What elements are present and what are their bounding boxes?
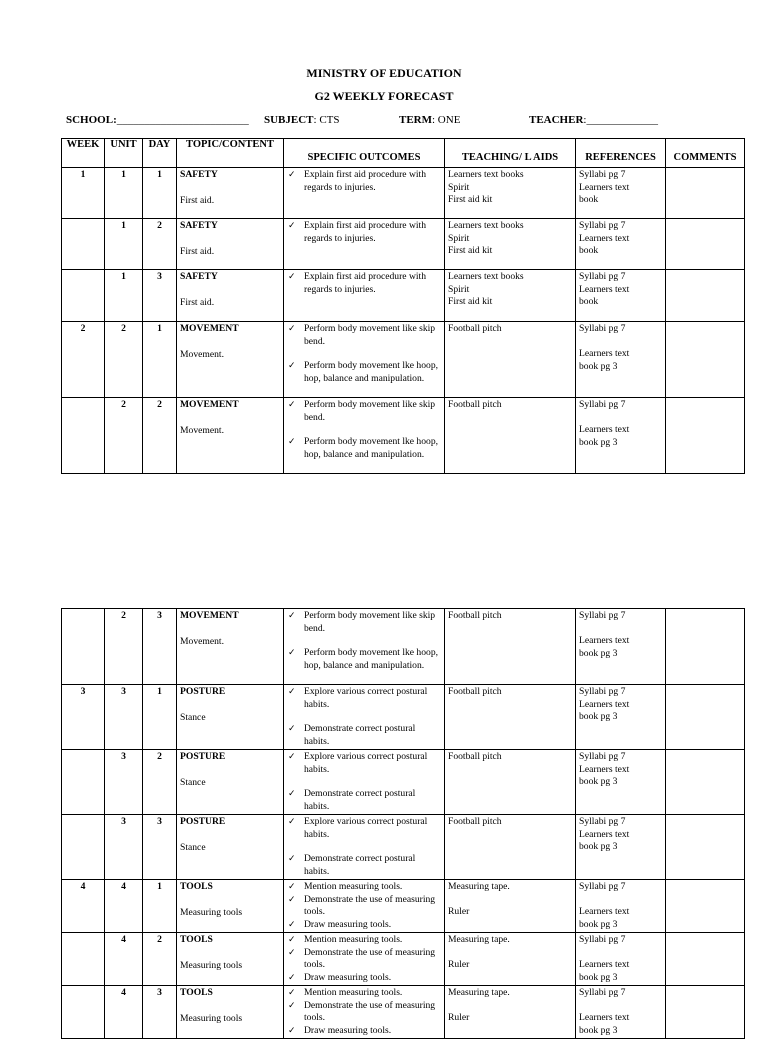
references-cell [576,815,666,880]
table-row [62,685,745,750]
subject-value: : CTS [313,114,340,126]
comments-cell [666,815,745,880]
aids-cell [445,398,576,474]
reference-line: book [579,245,599,256]
outcomes-cell [284,815,445,880]
table-header-row [62,139,745,168]
topic-cell [177,750,284,815]
references-cell [576,685,666,750]
aids-cell [445,609,576,685]
col-aids: TEACHING/ L AIDS [445,139,576,168]
col-topic: TOPIC/CONTENT [177,139,284,168]
table-row [62,270,745,322]
topic-cell [177,880,284,933]
table-row [62,219,745,270]
outcome-list [287,881,441,931]
aid-line: Football pitch [448,323,502,334]
topic-cell [177,933,284,986]
day-cell: 1 [143,168,177,219]
topic-subtitle: Movement. [180,348,224,360]
reference-line: Syllabi pg 7 [579,610,626,621]
teacher-blank: :_____________ [583,114,658,126]
reference-line: Learners text [579,232,630,244]
outcome-list [287,751,441,813]
outcome-item: ✓ Perform body movement like skip bend. [304,610,441,635]
comments-cell [666,270,745,322]
aids-cell [445,322,576,398]
unit-cell: 4 [105,880,143,933]
aid-line: Learners text books [448,220,524,231]
comments-cell [666,322,745,398]
day-cell: 2 [143,398,177,474]
outcome-list [287,271,441,296]
comments-cell [666,168,745,219]
references-cell [576,219,666,270]
aids-cell [445,685,576,750]
reference-line: Syllabi pg 7 [579,323,626,334]
aid-line: Football pitch [448,816,502,827]
day-cell: 1 [143,685,177,750]
term-value: : ONE [432,114,461,126]
outcomes-cell [284,270,445,322]
reference-line: Learners text [579,763,630,775]
reference-line: Learners text [579,348,630,359]
aids-cell [445,219,576,270]
outcome-list [287,816,441,878]
outcomes-cell [284,750,445,815]
topic-title: MOVEMENT [180,399,239,410]
forecast-table-2 [61,608,745,1039]
day-cell: 1 [143,322,177,398]
comments-cell [666,219,745,270]
topic-subtitle: Measuring tools [180,959,243,971]
reference-line: Syllabi pg 7 [579,751,626,762]
outcome-list [287,934,441,984]
outcome-list [287,399,441,461]
aid-line: First aid kit [448,194,493,205]
reference-line: Learners text [579,959,630,970]
reference-line: book pg 3 [579,360,618,372]
outcomes-cell [284,168,445,219]
topic-title: POSTURE [180,686,226,697]
table-row [62,933,745,986]
topic-cell [177,322,284,398]
outcomes-cell [284,933,445,986]
topic-subtitle: Measuring tools [180,1012,243,1024]
week-cell: 3 [62,685,105,750]
topic-cell [177,986,284,1039]
day-cell: 2 [143,750,177,815]
comments-cell [666,609,745,685]
aid-line: Football pitch [448,686,502,697]
outcomes-cell [284,986,445,1039]
outcome-item: ✓ Perform body movement lke hoop, hop, balance and manipulation. [304,647,441,672]
comments-cell [666,880,745,933]
outcome-list [287,610,441,672]
reference-line: Syllabi pg 7 [579,686,626,697]
outcomes-cell [284,880,445,933]
outcome-item: ✓ Perform body movement lke hoop, hop, balance and manipulation. [304,436,441,461]
aid-line: Learners text books [448,271,524,282]
reference-line: Learners text [579,906,630,917]
reference-line: Learners text [579,635,630,646]
outcome-item: ✓ Demonstrate correct postural habits. [304,788,441,813]
col-week: WEEK [62,139,105,168]
aid-line: Football pitch [448,751,502,762]
aid-line: Ruler [448,959,470,970]
outcome-list [287,987,441,1037]
week-cell [62,219,105,270]
outcome-item: ✓ Explore various correct postural habits. [304,751,441,776]
aids-cell [445,750,576,815]
aid-line: Spirit [448,283,470,295]
topic-cell [177,168,284,219]
week-cell: 2 [62,322,105,398]
term-field [399,114,460,126]
reference-line: Learners text [579,424,630,435]
references-cell [576,880,666,933]
aids-cell [445,880,576,933]
col-references: REFERENCES [576,139,666,168]
topic-cell [177,609,284,685]
aid-line: Football pitch [448,610,502,621]
unit-cell: 3 [105,750,143,815]
outcome-item: ✓ Demonstrate the use of measuring tools. [304,947,441,972]
week-cell: 1 [62,168,105,219]
day-cell: 2 [143,933,177,986]
references-cell [576,986,666,1039]
document-subtitle: G2 WEEKLY FORECAST [314,89,454,103]
topic-subtitle: Stance [180,776,206,788]
reference-line: book pg 3 [579,1024,618,1036]
unit-cell: 1 [105,168,143,219]
reference-line: Learners text [579,698,630,710]
outcomes-cell [284,219,445,270]
unit-cell: 3 [105,815,143,880]
teacher-field [529,114,658,126]
comments-cell [666,398,745,474]
topic-cell [177,398,284,474]
outcome-item: ✓ Demonstrate correct postural habits. [304,723,441,748]
reference-line: Learners text [579,283,630,295]
outcome-item: ✓ Mention measuring tools. [304,934,441,947]
aids-cell [445,986,576,1039]
table-body-2 [62,609,745,1039]
topic-subtitle: First aid. [180,245,215,257]
outcomes-cell [284,609,445,685]
topic-subtitle: Stance [180,711,206,723]
week-cell [62,750,105,815]
reference-line: Syllabi pg 7 [579,816,626,827]
unit-cell: 2 [105,398,143,474]
aid-line: Learners text books [448,169,524,180]
comments-cell [666,750,745,815]
table-row [62,398,745,474]
col-day: DAY [143,139,177,168]
term-label: TERM [399,114,432,126]
aid-line: Ruler [448,906,470,917]
aid-line: First aid kit [448,296,493,307]
week-cell [62,986,105,1039]
aids-cell [445,933,576,986]
outcome-list [287,323,441,385]
comments-cell [666,685,745,750]
reference-line: Learners text [579,1012,630,1023]
comments-cell [666,933,745,986]
topic-title: MOVEMENT [180,610,239,621]
unit-cell: 2 [105,322,143,398]
reference-line: book pg 3 [579,711,618,722]
table-row [62,168,745,219]
topic-subtitle: Measuring tools [180,906,243,918]
references-cell [576,933,666,986]
table-row [62,986,745,1039]
reference-line: Syllabi pg 7 [579,934,626,945]
topic-subtitle: Movement. [180,424,224,436]
col-outcomes: SPECIFIC OUTCOMES [284,139,445,168]
outcome-item: ✓ Perform body movement like skip bend. [304,323,441,348]
col-comments: COMMENTS [666,139,745,168]
outcome-item: ✓ Draw measuring tools. [304,1025,441,1038]
topic-title: POSTURE [180,751,226,762]
outcome-item: ✓ Explore various correct postural habits. [304,816,441,841]
topic-title: MOVEMENT [180,323,239,334]
week-cell [62,815,105,880]
topic-subtitle: First aid. [180,296,215,308]
aid-line: Football pitch [448,399,502,410]
outcome-item: ✓ Demonstrate the use of measuring tools. [304,894,441,919]
aid-line: Measuring tape. [448,934,510,945]
reference-line: Syllabi pg 7 [579,987,626,998]
outcomes-cell [284,685,445,750]
reference-line: book [579,296,599,307]
reference-line: Learners text [579,181,630,193]
topic-title: TOOLS [180,987,213,998]
outcome-item: ✓ Draw measuring tools. [304,919,441,932]
outcome-item: ✓ Explore various correct postural habits. [304,686,441,711]
day-cell: 3 [143,815,177,880]
reference-line: Syllabi pg 7 [579,881,626,892]
week-cell [62,933,105,986]
outcomes-cell [284,398,445,474]
day-cell: 3 [143,609,177,685]
school-blank: ________________________ [116,114,249,126]
teacher-label: TEACHER [529,114,584,126]
topic-title: TOOLS [180,881,213,892]
aid-line: Spirit [448,181,470,193]
day-cell: 1 [143,880,177,933]
outcome-list [287,686,441,748]
outcome-item: ✓ Mention measuring tools. [304,987,441,1000]
references-cell [576,168,666,219]
table-row [62,322,745,398]
outcome-item: ✓ Perform body movement lke hoop, hop, balance and manipulation. [304,360,441,385]
week-cell [62,609,105,685]
reference-line: book [579,194,599,205]
outcome-item: ✓ Draw measuring tools. [304,972,441,985]
references-cell [576,609,666,685]
outcome-item: ✓ Explain first aid procedure with regards to injuries. [304,220,441,245]
references-cell [576,398,666,474]
day-cell: 3 [143,986,177,1039]
aids-cell [445,815,576,880]
unit-cell: 3 [105,685,143,750]
comments-cell [666,986,745,1039]
outcome-list [287,220,441,245]
unit-cell: 4 [105,986,143,1039]
topic-title: TOOLS [180,934,213,945]
day-cell: 3 [143,270,177,322]
reference-line: book pg 3 [579,971,618,983]
topic-title: SAFETY [180,220,218,231]
reference-line: Syllabi pg 7 [579,399,626,410]
reference-line: Syllabi pg 7 [579,169,626,180]
outcomes-cell [284,322,445,398]
subject-field [264,114,340,126]
table-row [62,750,745,815]
subject-label: SUBJECT [264,114,314,126]
topic-title: SAFETY [180,169,218,180]
aids-cell [445,168,576,219]
week-cell [62,270,105,322]
topic-cell [177,219,284,270]
table-row [62,815,745,880]
reference-line: Learners text [579,828,630,840]
table-body-1 [62,168,745,474]
aid-line: Measuring tape. [448,881,510,892]
unit-cell: 1 [105,219,143,270]
topic-subtitle: Stance [180,841,206,853]
week-cell: 4 [62,880,105,933]
col-unit: UNIT [105,139,143,168]
reference-line: book pg 3 [579,918,618,930]
reference-line: Syllabi pg 7 [579,220,626,231]
table-row [62,880,745,933]
outcome-item: ✓ Explain first aid procedure with regards to injuries. [304,169,441,194]
week-cell [62,398,105,474]
aid-line: Spirit [448,232,470,244]
aids-cell [445,270,576,322]
aid-line: Ruler [448,1012,470,1023]
aid-line: First aid kit [448,245,493,256]
school-field [66,114,249,126]
school-label: SCHOOL: [66,114,117,126]
topic-cell [177,815,284,880]
topic-cell [177,685,284,750]
outcome-list [287,169,441,194]
unit-cell: 4 [105,933,143,986]
outcome-item: ✓ Demonstrate the use of measuring tools. [304,1000,441,1025]
topic-title: SAFETY [180,271,218,282]
reference-line: book pg 3 [579,841,618,852]
outcome-item: ✓ Perform body movement like skip bend. [304,399,441,424]
outcome-item: ✓ Explain first aid procedure with regards to injuries. [304,271,441,296]
outcome-item: ✓ Demonstrate correct postural habits. [304,853,441,878]
references-cell [576,750,666,815]
outcome-item: ✓ Mention measuring tools. [304,881,441,894]
topic-title: POSTURE [180,816,226,827]
day-cell: 2 [143,219,177,270]
references-cell [576,322,666,398]
document-title: MINISTRY OF EDUCATION [306,66,462,80]
unit-cell: 2 [105,609,143,685]
reference-line: book pg 3 [579,436,618,448]
topic-cell [177,270,284,322]
references-cell [576,270,666,322]
reference-line: book pg 3 [579,647,618,659]
reference-line: book pg 3 [579,776,618,787]
topic-subtitle: Movement. [180,635,224,647]
aid-line: Measuring tape. [448,987,510,998]
unit-cell: 1 [105,270,143,322]
forecast-table-1 [61,138,745,474]
table-row [62,609,745,685]
reference-line: Syllabi pg 7 [579,271,626,282]
topic-subtitle: First aid. [180,194,215,206]
